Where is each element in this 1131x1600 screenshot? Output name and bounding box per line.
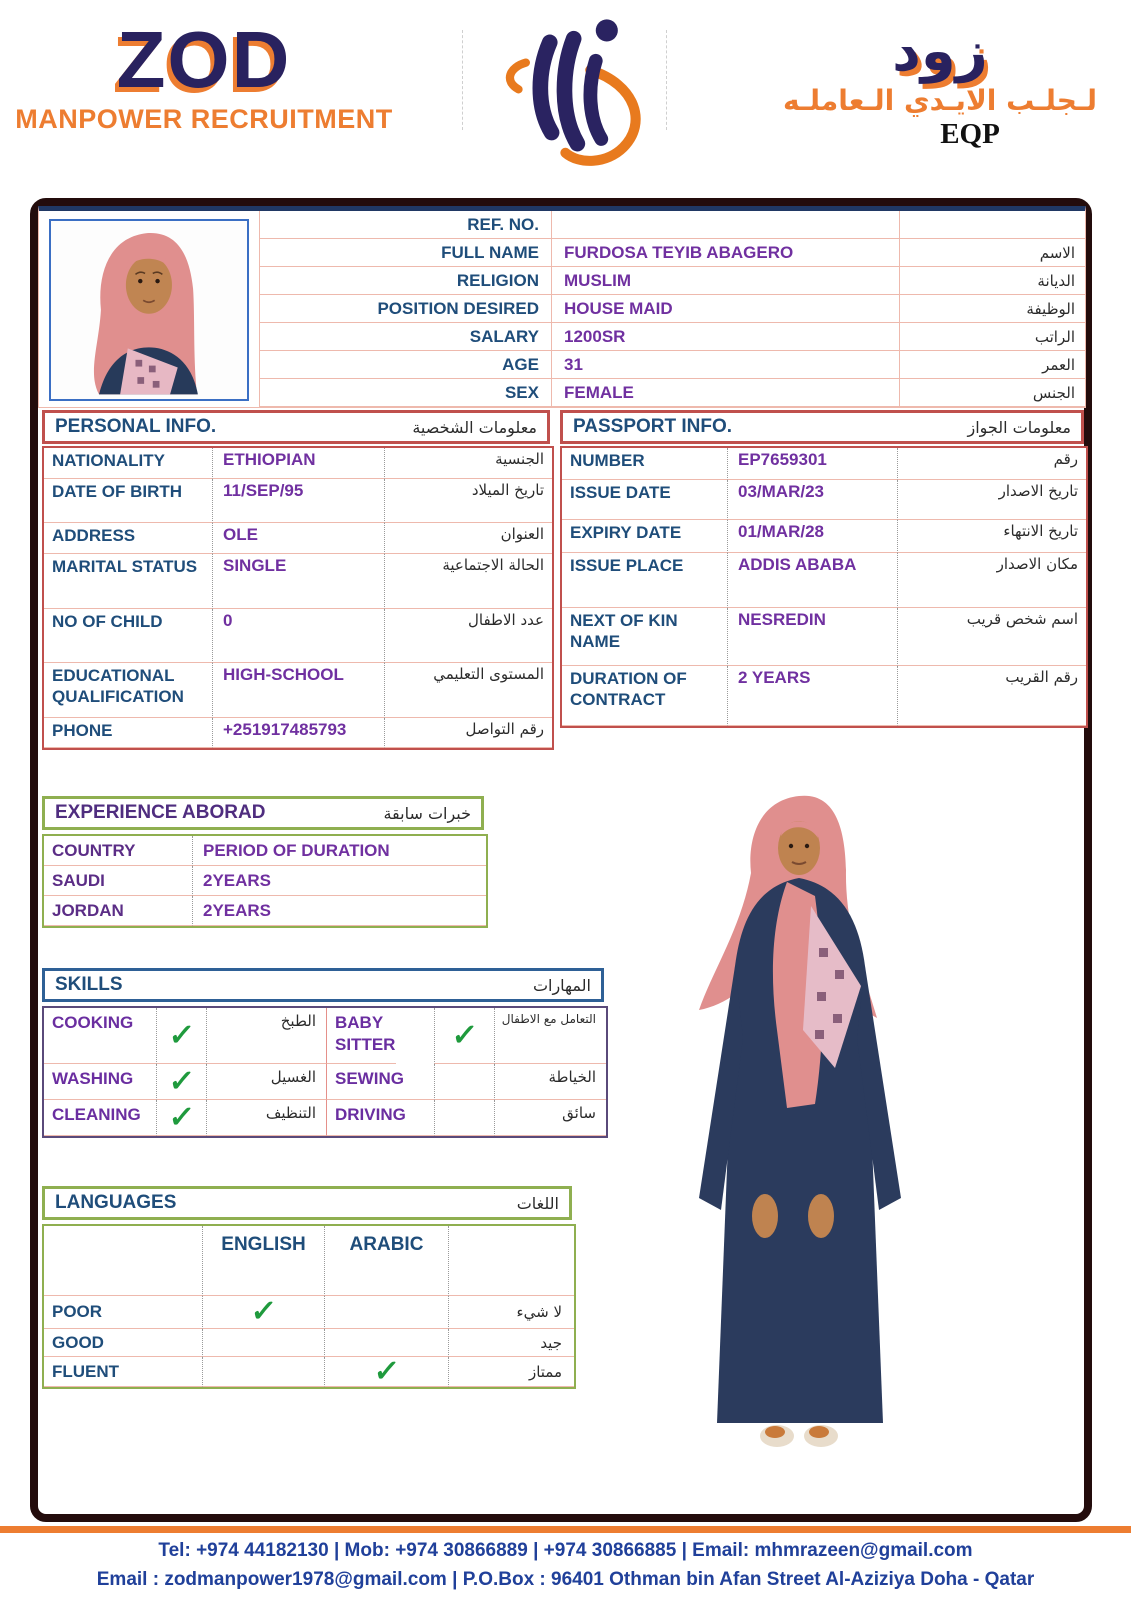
section-title-arabic: خبرات سابقة [383,803,471,823]
check-mark-icon [434,1100,494,1136]
field-label-arabic: رقم القريب [897,666,1086,726]
footer-contact-line-1: Tel: +974 44182130 | Mob: +974 30866889 | +974 30866885 | Email: mhmrazeen@gmail.com [158,1540,973,1561]
check-mark-icon [434,1064,494,1100]
section-title: PERSONAL INFO. [55,416,217,437]
section-title: SKILLS [55,974,123,995]
skill-label: DRIVING [326,1100,434,1136]
check-mark-icon [202,1357,324,1387]
skill-label: COOKING [44,1008,156,1064]
field-label-arabic: رقم التواصل [384,718,552,748]
field-label-arabic: الجنسية [384,448,552,479]
field-label-arabic: الديانة [899,267,1085,295]
level-label-arabic: لا شيء [448,1296,574,1329]
field-label: FULL NAME [259,239,551,267]
field-label-arabic: رقم [897,448,1086,480]
section-title-arabic: معلومات الجواز [967,417,1071,437]
field-label-arabic: الحالة الاجتماعية [384,554,552,609]
level-label-arabic: ممتاز [448,1357,574,1387]
experience-country: SAUDI [44,866,192,896]
empty-cell [448,1226,574,1296]
field-label-arabic [899,211,1085,239]
footer-accent-bar [0,1526,1131,1533]
section-title: PASSPORT INFO. [573,416,733,437]
field-value: ADDIS ABABA [727,553,897,608]
section-title: LANGUAGES [55,1192,177,1213]
field-label: NUMBER [562,448,727,480]
field-value: 31 [551,351,899,379]
field-label-arabic: اسم شخص قريب [897,608,1086,666]
experience-section-header [42,796,484,830]
experience-period: 2YEARS [192,866,486,896]
field-label: NATIONALITY [44,448,212,479]
field-value: HOUSE MAID [551,295,899,323]
field-label: SALARY [259,323,551,351]
languages-section-header [42,1186,572,1220]
check-mark-icon: ✓ [324,1357,448,1387]
column-header-country: COUNTRY [44,836,192,866]
field-value: MUSLIM [551,267,899,295]
field-label: ISSUE PLACE [562,553,727,608]
field-value: 03/MAR/23 [727,480,897,520]
brand-block-left [10,15,398,135]
field-value: 11/SEP/95 [212,479,384,523]
section-title-arabic: اللغات [516,1193,559,1213]
eqp-label: EQP [940,118,1000,151]
field-label: NO OF CHILD [44,609,212,663]
summary-table [38,206,1086,408]
field-label: REF. NO. [259,211,551,239]
brand-subtitle: MANPOWER RECRUITMENT [15,104,393,134]
language-level-label: POOR [44,1296,202,1329]
skill-label: CLEANING [44,1100,156,1136]
personal-info-table [42,446,554,750]
column-header-arabic: ARABIC [324,1226,448,1296]
portrait-illustration [51,221,243,395]
field-label: RELIGION [259,267,551,295]
field-label-arabic: تاريخ الاصدار [897,480,1086,520]
skill-label: SEWING [326,1064,434,1100]
field-value: FURDOSA TEYIB ABAGERO [551,239,899,267]
cv-page-frame [30,198,1092,1522]
brand-block-right [760,20,1120,151]
section-title: EXPERIENCE ABORAD [55,802,266,823]
applicant-full-body-photo [638,778,960,1478]
field-label: SEX [259,379,551,407]
field-label-arabic: تاريخ الميلاد [384,479,552,523]
field-label: ADDRESS [44,523,212,554]
check-mark-icon [324,1296,448,1329]
experience-country: JORDAN [44,896,192,926]
field-value: HIGH-SCHOOL [212,663,384,718]
field-label: PHONE [44,718,212,748]
check-mark-icon: ✓ [202,1296,324,1329]
skill-label-arabic: التنظيف [206,1100,326,1136]
field-value: FEMALE [551,379,899,407]
skill-label: WASHING [44,1064,156,1100]
field-label-arabic: العنوان [384,523,552,554]
field-value [551,211,899,239]
skill-label-arabic: سائق [494,1100,606,1136]
field-label-arabic: الوظيفة [899,295,1085,323]
field-label: DATE OF BIRTH [44,479,212,523]
field-label-arabic: عدد الاطفال [384,609,552,663]
language-level-label: FLUENT [44,1357,202,1387]
field-label-arabic: الجنس [899,379,1085,407]
check-mark-icon: ✓ [156,1064,206,1100]
field-value: ETHIOPIAN [212,448,384,479]
company-logo-icon [478,2,662,184]
field-value: NESREDIN [727,608,897,666]
field-label-arabic: المستوى التعليمي [384,663,552,718]
brand-logo-text: ZOD [116,15,292,104]
check-mark-icon: ✓ [434,1008,494,1064]
check-mark-icon [324,1329,448,1357]
level-label-arabic: جيد [448,1329,574,1357]
field-value: 1200SR [551,323,899,351]
field-label: AGE [259,351,551,379]
brand-tagline-arabic: لـجلـب الايـدي الـعاملـه [782,84,1098,118]
skill-label-arabic: الخياطة [494,1064,606,1100]
field-label-arabic: العمر [899,351,1085,379]
check-mark-icon [202,1329,324,1357]
skills-section-header [42,968,604,1002]
brand-logo-text-arabic: زود [892,19,988,84]
check-mark-icon: ✓ [156,1100,206,1136]
field-label-arabic: مكان الاصدار [897,553,1086,608]
skill-label-arabic: الطبخ [206,1008,326,1064]
personal-info-section-header [42,410,550,444]
field-label: EDUCATIONAL QUALIFICATION [44,663,212,718]
field-value: +251917485793 [212,718,384,748]
languages-table [42,1224,576,1389]
passport-info-table [560,446,1088,728]
column-header-period: PERIOD OF DURATION [192,836,486,866]
header-divider [462,30,463,130]
field-label: MARITAL STATUS [44,554,212,609]
skills-table [42,1006,608,1138]
field-label: EXPIRY DATE [562,520,727,553]
skill-label-arabic: التعامل مع الاطفال [494,1008,606,1064]
field-value: 0 [212,609,384,663]
empty-cell [44,1226,202,1296]
field-label-arabic: تاريخ الانتهاء [897,520,1086,553]
header-divider [666,30,667,130]
field-value: EP7659301 [727,448,897,480]
field-label-arabic: الاسم [899,239,1085,267]
language-level-label: GOOD [44,1329,202,1357]
experience-table [42,834,488,928]
field-label-arabic: الراتب [899,323,1085,351]
skill-label: BABY SITTER [326,1008,396,1064]
applicant-portrait-photo [39,211,259,407]
check-mark-icon: ✓ [156,1008,206,1064]
passport-info-section-header [560,410,1084,444]
field-label: ISSUE DATE [562,480,727,520]
field-label: NEXT OF KIN NAME [562,608,727,666]
field-value: OLE [212,523,384,554]
section-title-arabic: معلومات الشخصية [412,417,537,437]
section-title-arabic: المهارات [532,975,591,995]
field-value: 01/MAR/28 [727,520,897,553]
footer-contact-line-2: Email : zodmanpower1978@gmail.com | P.O.Box : 96401 Othman bin Afan Street Al-Aziziya Doha - Qatar [96,1569,1035,1590]
field-value: SINGLE [212,554,384,609]
experience-period: 2YEARS [192,896,486,926]
skill-label-arabic: الغسيل [206,1064,326,1100]
column-header-english: ENGLISH [202,1226,324,1296]
field-value: 2 YEARS [727,666,897,726]
field-label: DURATION OF CONTRACT [562,666,727,726]
field-label: POSITION DESIRED [259,295,551,323]
